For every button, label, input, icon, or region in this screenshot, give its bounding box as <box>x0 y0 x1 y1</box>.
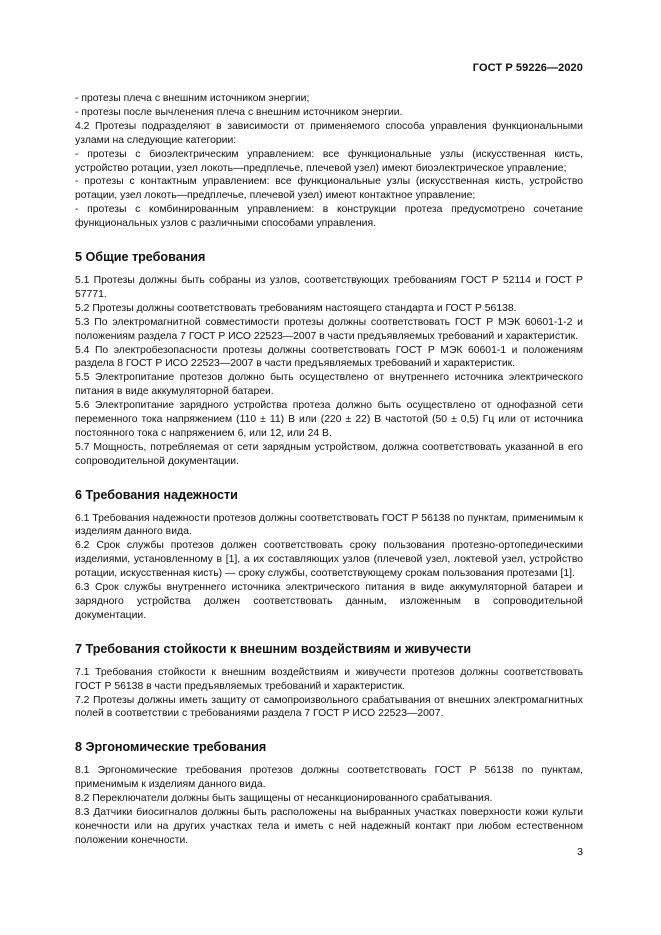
section-5-title: 5 Общие требования <box>75 250 206 265</box>
intro-paragraph-4-2: 4.2 Протезы подразделяют в зависимости от применяемого способа управления функциональными узлами на следующие категории: <box>75 120 583 146</box>
paragraph: 5.1 Протезы должны быть собраны из узлов, соответствующих требованиям ГОСТ Р 52114 и ГОСТ Р 57771. <box>75 274 583 300</box>
intro-item: - протезы с контактным управлением: все функциональные узлы (искусственная кисть, устройство ротации, узел локоть—предплечье, плечевой узел) имеют контактное управление; <box>75 176 583 202</box>
intro-item: - протезы с биоэлектрическим управлением: все функциональные узлы (искусственная кисть, устройство ротации, узел локоть—предплечье, плечевой узел) имеют биоэлектрическое управление; <box>75 148 583 174</box>
page-number: 3 <box>577 846 583 858</box>
section-5-body <box>75 274 583 469</box>
paragraph: 7.1 Требования стойкости к внешним воздействиям и живучести протезов должны соответствовать ГОСТ Р 56138 в части предъявляемых требований и характеристик. <box>75 666 583 692</box>
standard-header: ГОСТ Р 59226—2020 <box>472 62 583 74</box>
paragraph: 8.2 Переключатели должны быть защищены от несанкционированного срабатывания. <box>75 793 493 805</box>
paragraph: 5.5 Электропитание протезов должно быть осуществлено от внутреннего источника электрического питания в виде аккумуляторной батареи. <box>75 372 583 398</box>
paragraph: 6.1 Требования надежности протезов должны соответствовать ГОСТ Р 56138 по пунктам, применимым к изделиям данного вида. <box>75 512 583 538</box>
paragraph: 8.3 Датчики биосигналов должны быть расположены на выбранных участках поверхности кожи культи конечности или на других участках тела и иметь с ней надежный контакт при любом естественном положении конечности. <box>75 806 583 846</box>
section-8-title: 8 Эргономические требования <box>75 740 267 755</box>
intro-item: - протезы с комбинированным управлением: в конструкции протеза предусмотрено сочетание функциональных узлов с различными способами управления. <box>75 204 583 230</box>
paragraph: 5.7 Мощность, потребляемая от сети зарядным устройством, должна соответствовать указанной в его сопроводительной документации. <box>75 441 583 467</box>
section-7-title: 7 Требования стойкости к внешним воздействиям и живучести <box>75 641 472 656</box>
intro-block <box>75 92 583 231</box>
section-7-body <box>75 666 583 722</box>
intro-item: - протезы плеча с внешним источником энергии; <box>75 93 310 104</box>
paragraph: 5.6 Электропитание зарядного устройства протеза должно быть осуществлено от однофазной сети переменного тока напряжением (110 ± 11) В или (220 ± 22) В частотой (50 ± 0,5) Гц или от источника постоянного тока с напряжением 6, или 12, или 24 В. <box>75 400 583 439</box>
section-6-title: 6 Требования надежности <box>75 487 238 502</box>
document-body <box>75 92 583 848</box>
intro-item: - протезы после вычленения плеча с внешним источником энергии. <box>75 106 403 118</box>
paragraph: 5.3 По электромагнитной совместимости протезы должны соответствовать ГОСТ Р МЭК 60601-1-2 и положениям раздела 7 ГОСТ Р ИСО 22523—2007 в части предъявляемых требований и характеристик. <box>75 316 583 342</box>
paragraph: 7.2 Протезы должны иметь защиту от самопроизвольного срабатывания от внешних электромагнитных полей в соответствии с требованиями раздела 7 ГОСТ Р ИСО 22523—2007. <box>75 694 583 720</box>
paragraph: 5.2 Протезы должны соответствовать требованиям настоящего стандарта и ГОСТ Р 56138. <box>75 302 517 314</box>
paragraph: 8.1 Эргономические требования протезов должны соответствовать ГОСТ Р 56138 по пунктам, применимым к изделиям данного вида. <box>75 765 583 791</box>
section-6-body <box>75 512 583 623</box>
paragraph: 6.3 Срок службы внутреннего источника электрического питания в виде аккумуляторной батареи и зарядного устройства должен соответствовать данным, изложенным в сопроводительной документации. <box>75 582 583 621</box>
paragraph: 6.2 Срок службы протезов должен соответствовать сроку пользования протезно-ортопедическими изделиями, установленному в [1], а их составляющих узлов (плечевой узел, локтевой узел, устройство ротации, искусственная кисть) — сроку службы, соответствующему срокам пользования протезами [1]. <box>75 540 583 580</box>
section-8-body <box>75 764 583 847</box>
paragraph: 5.4 По электробезопасности протезы должны соответствовать ГОСТ Р МЭК 60601-1 и положениям раздела 8 ГОСТ Р ИСО 22523—2007 в части предъявляемых требований и характеристик. <box>75 344 583 370</box>
